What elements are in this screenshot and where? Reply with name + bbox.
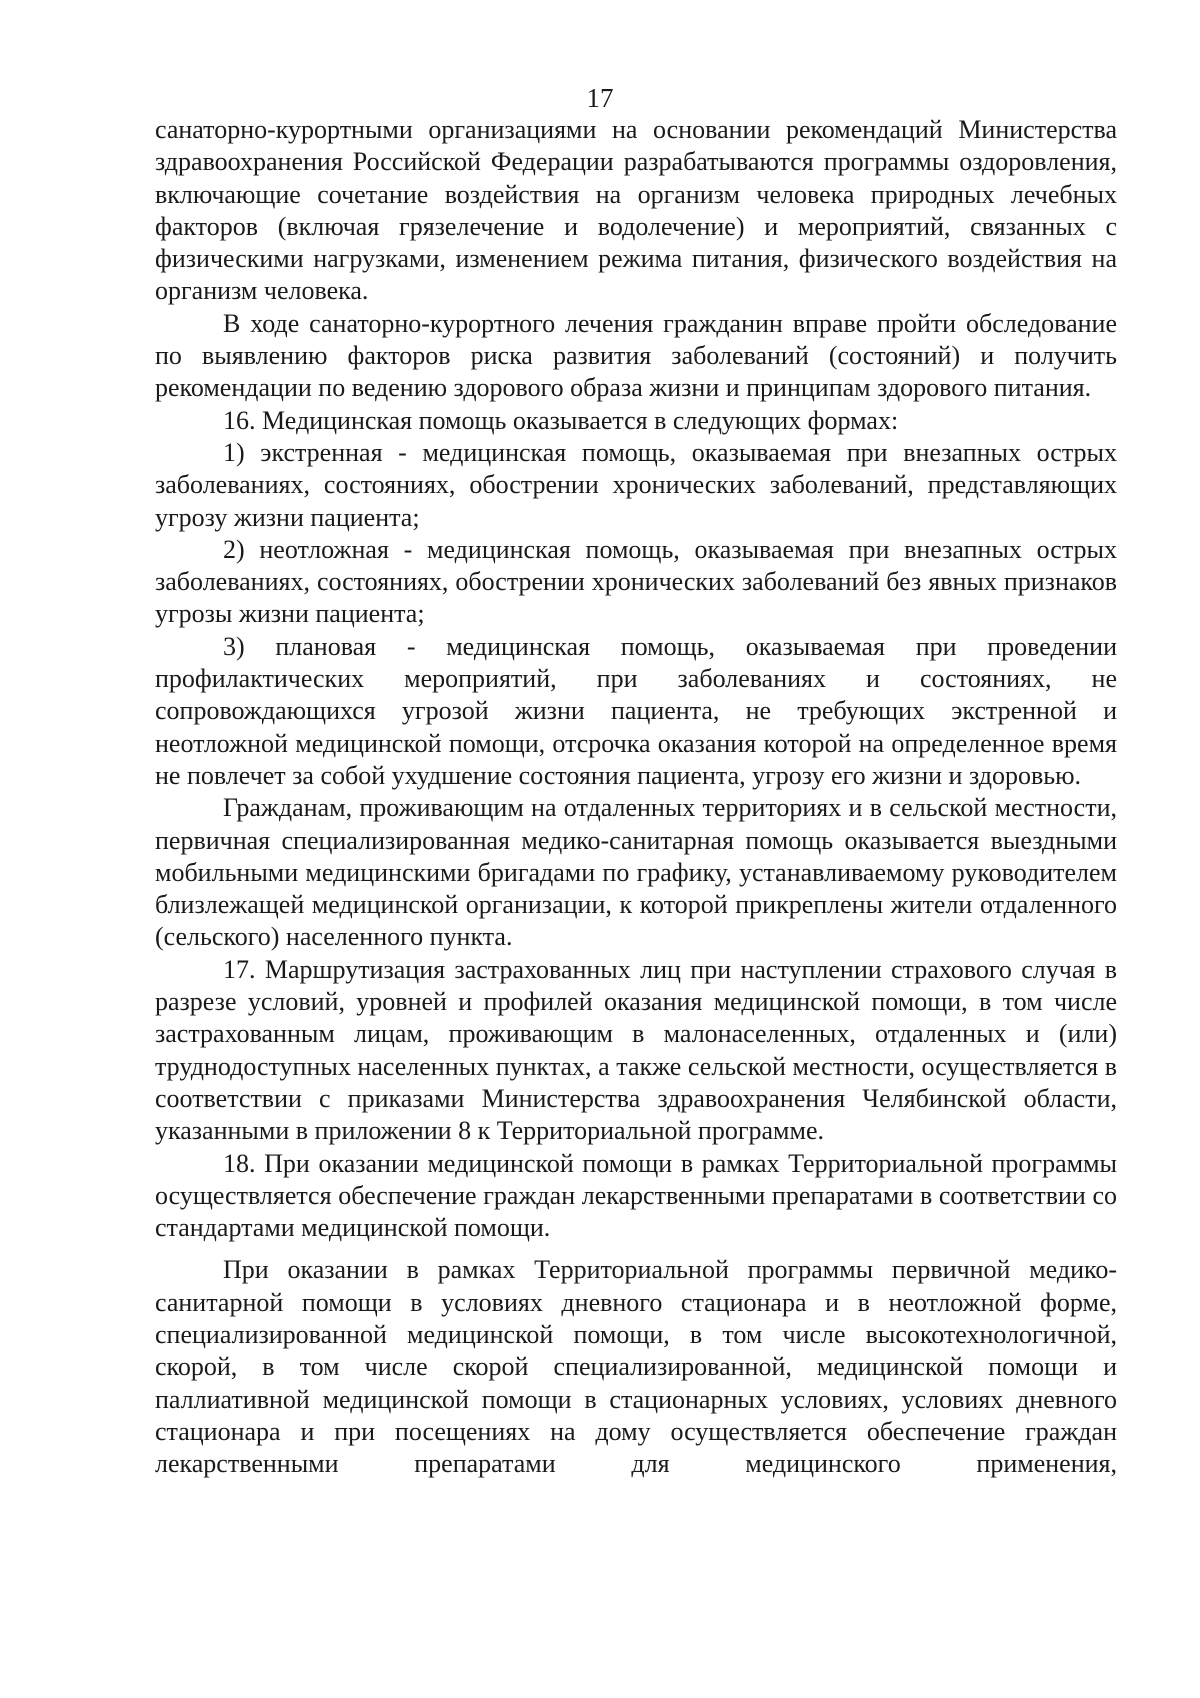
paragraph-item-17: 17. Маршрутизация застрахованных лиц при наступлении страхового случая в разрезе условий, уровней и профилей оказания медицинской помощи, в том числе застрахованным лицам, проживающим в малонаселенных, отдаленных и (или) труднодоступных населенных пунктах, а также сельской местности, осуществляется в соответствии с приказами Министерства здравоохранения Челябинской области, указанными в приложении 8 к Территориальной программе. — [155, 954, 1117, 1146]
paragraph-form-planned: 3) плановая - медицинская помощь, оказываемая при проведении профилактических мероприятий, при заболеваниях и состояниях, не сопровождающихся угрозой жизни пациента, не требующих экстренной и неотложной медицинской помощи, отсрочка оказания которой на определенное время не повлечет за собой ухудшение состояния пациента, угрозу его жизни и здоровью. — [155, 631, 1117, 790]
paragraph-sanatorium-programs: санаторно-курортными организациями на основании рекомендаций Министерства здравоохранения Российской Федерации разрабатываются программы оздоровления, включающие сочетание воздействия на организм человека природных лечебных факторов (включая грязелечение и водолечение) и мероприятий, связанных с физическими нагрузками, изменением режима питания, физического воздействия на организм человека. — [155, 115, 1117, 306]
document-body — [155, 114, 1117, 1480]
paragraph-remote-territories: Гражданам, проживающим на отдаленных территориях и в сельской местности, первичная специализированная медико-санитарная помощь оказывается выездными мобильными медицинскими бригадами по графику, устанавливаемому руководителем близлежащей медицинской организации, к которой прикреплены жители отдаленного (сельского) населенного пункта. — [155, 793, 1117, 952]
paragraph-form-emergency: 1) экстренная - медицинская помощь, оказываемая при внезапных острых заболеваниях, состояниях, обострении хронических заболеваний, представляющих угрозу жизни пациента; — [155, 437, 1117, 532]
paragraph-item-18: 18. При оказании медицинской помощи в рамках Территориальной программы осуществляется обеспечение граждан лекарственными препаратами в соответствии со стандартами медицинской помощи. — [155, 1148, 1117, 1243]
paragraph-item-16: 16. Медицинская помощь оказывается в следующих формах: — [223, 405, 899, 435]
paragraph-medicines-provision: При оказании в рамках Территориальной программы первичной медико-санитарной помощи в условиях дневного стационара и в неотложной форме, специализированной медицинской помощи, в том числе высокотехнологичной, скорой, в том числе скорой специализированной, медицинской помощи и паллиативной медицинской помощи в стационарных условиях, условиях дневного стационара и при посещениях на дому осуществляется обеспечение граждан лекарственными препаратами для медицинского применения, — [155, 1255, 1117, 1479]
paragraph-sanatorium-examination: В ходе санаторно-курортного лечения гражданин вправе пройти обследование по выявлению факторов риска развития заболеваний (состояний) и получить рекомендации по ведению здорового образа жизни и принципам здорового питания. — [155, 308, 1117, 403]
paragraph-form-urgent: 2) неотложная - медицинская помощь, оказываемая при внезапных острых заболеваниях, состояниях, обострении хронических заболеваний без явных признаков угрозы жизни пациента; — [155, 534, 1117, 629]
page-number: 17 — [586, 83, 614, 113]
